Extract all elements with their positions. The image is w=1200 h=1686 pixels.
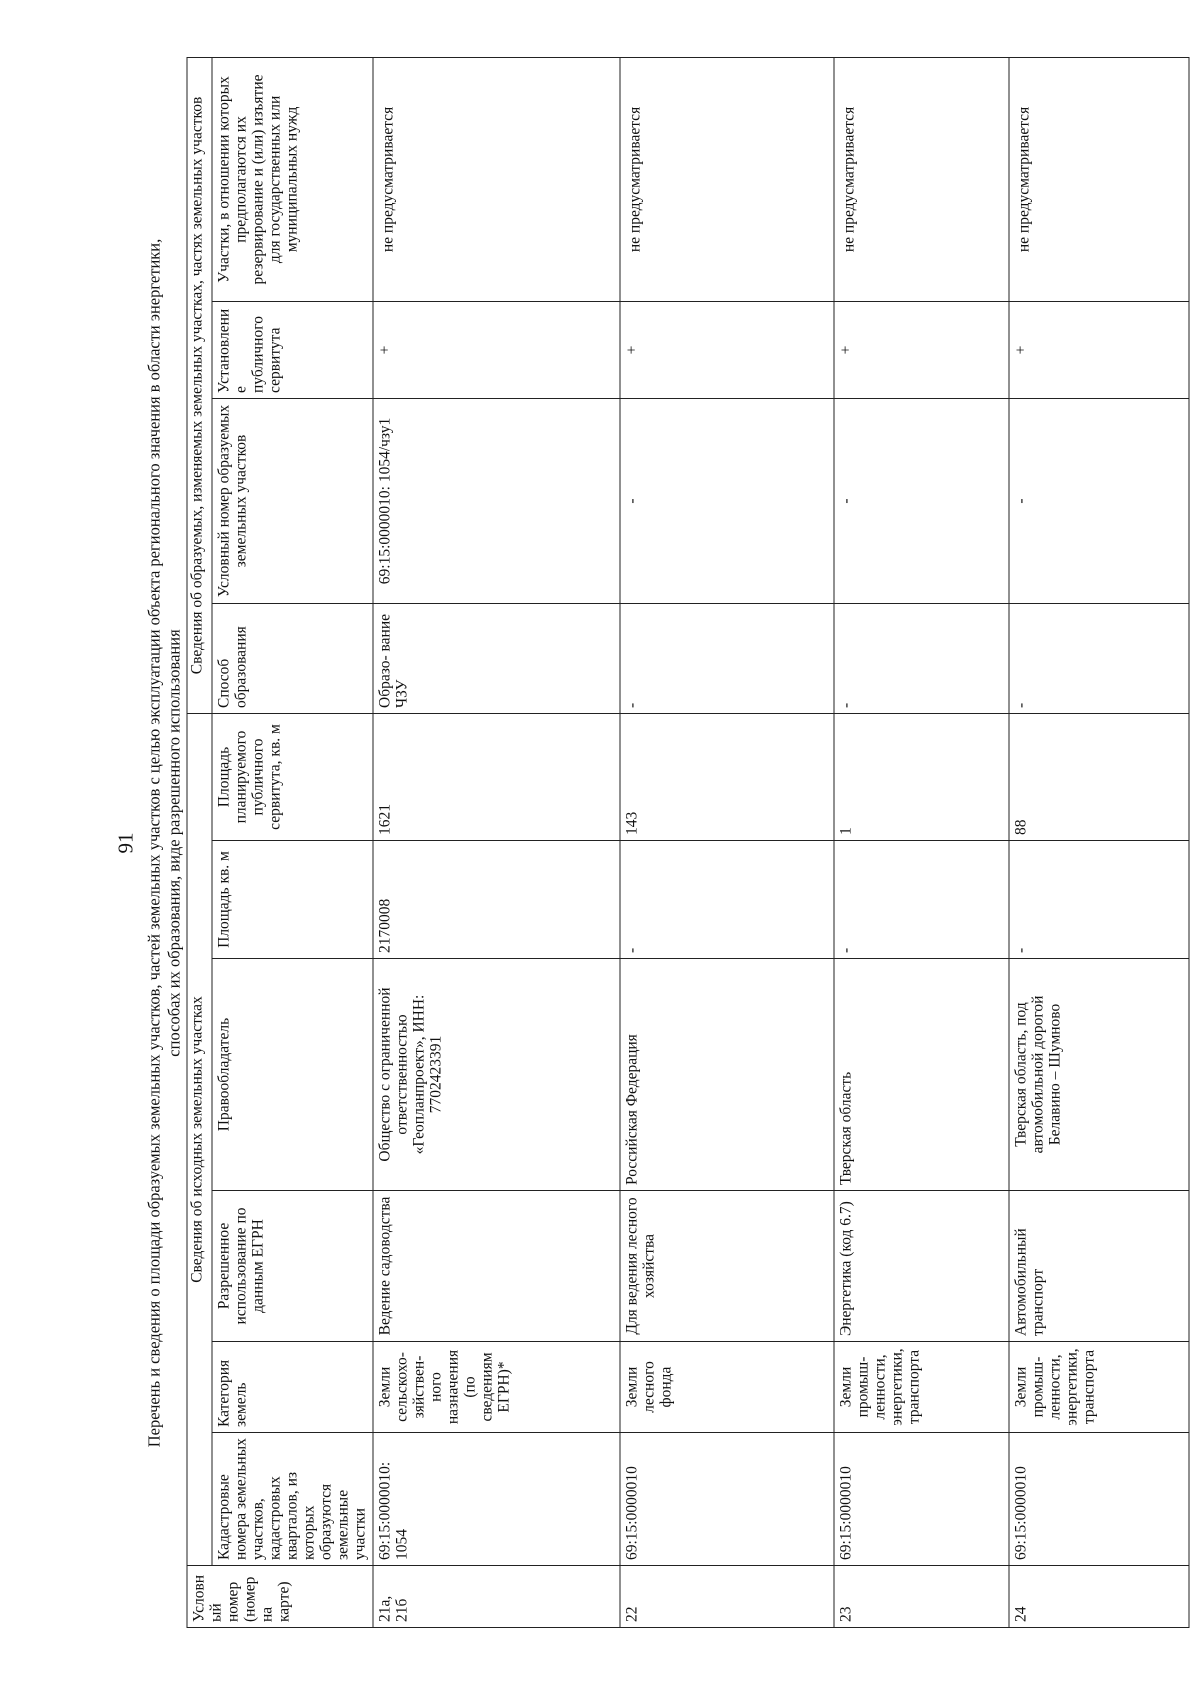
table-row (834, 57, 1009, 1627)
cell-owner: Российская Федерация (620, 959, 834, 1191)
cell-category: Земли промыш- ленности, энергетики, транспорта (1009, 1342, 1189, 1433)
header-owner: Правообладатель (212, 959, 373, 1191)
cell-formed-num: 69:15:0000010: 1054/чзу1 (373, 398, 620, 603)
cell-reserved: не предусматривается (1009, 57, 1189, 301)
cell-formed-num: - (620, 398, 834, 603)
cell-cadastral: 69:15:0000010 (834, 1433, 1009, 1566)
cell-reserved: не предусматривается (834, 57, 1009, 301)
header-formed-conditional-number: Условный номер образуемых земельных участков (212, 398, 373, 603)
cell-area: - (1009, 841, 1189, 959)
cell-owner: Тверская область (834, 959, 1009, 1191)
cell-num: 22 (620, 1566, 834, 1628)
cell-method: - (620, 603, 834, 713)
header-public-easement: Установление публичного сервитута (212, 301, 373, 398)
header-group-source: Сведения об исходных земельных участках (187, 713, 212, 1565)
cell-num: 24 (1009, 1566, 1189, 1628)
header-permitted-use: Разрешенное использование по данным ЕГРН (212, 1191, 373, 1342)
cell-use: Автомобильный транспорт (1009, 1191, 1189, 1342)
cell-category: Земли сельскохо- зяйствен- ного назначения (по сведениям ЕГРН)* (373, 1342, 620, 1433)
cell-formed-num: - (1009, 398, 1189, 603)
cell-area: - (834, 841, 1009, 959)
cell-easement-area: 88 (1009, 713, 1189, 840)
cell-use: Ведение садоводства (373, 1191, 620, 1342)
cell-cadastral: 69:15:0000010: 1054 (373, 1433, 620, 1566)
cell-owner: Тверская область, под автомобильной дорогой Белавино – Шумново (1009, 959, 1189, 1191)
cell-method: Образо- вание ЧЗУ (373, 603, 620, 713)
cell-formed-num: - (834, 398, 1009, 603)
cell-easement-area: 143 (620, 713, 834, 840)
cell-cadastral: 69:15:0000010 (620, 1433, 834, 1566)
cell-method: - (1009, 603, 1189, 713)
cell-easement-area: 1621 (373, 713, 620, 840)
cell-use: Для ведения лесного хозяйства (620, 1191, 834, 1342)
document-sheet (145, 58, 1190, 1628)
cell-category: Земли промыш- ленности, энергетики, транспорта (834, 1342, 1009, 1433)
cell-reserved: не предусматривается (373, 57, 620, 301)
cell-public-easement: + (1009, 301, 1189, 398)
cell-public-easement: + (373, 301, 620, 398)
cell-reserved: не предусматривается (620, 57, 834, 301)
table-row (620, 57, 834, 1627)
caption-line-2: способах их образования, виде разрешенного использования (164, 629, 184, 1057)
land-plots-table (187, 57, 1190, 1628)
cell-public-easement: + (620, 301, 834, 398)
page-number: 91 (113, 832, 138, 854)
cell-use: Энергетика (код 6.7) (834, 1191, 1009, 1342)
table-caption (145, 58, 187, 1628)
cell-category: Земли лесного фонда (620, 1342, 834, 1433)
header-planned-easement-area: Площадь планируемого публичного сервитута, кв. м (212, 713, 373, 840)
cell-method: - (834, 603, 1009, 713)
cell-cadastral: 69:15:0000010 (1009, 1433, 1189, 1566)
header-cadastral-numbers: Кадастровые номера земельных участков, кадастровых кварталов, из которых образуются земельные участки (212, 1433, 373, 1566)
cell-num: 21а, 21б (373, 1566, 620, 1628)
caption-line-1: Перечень и сведения о площади образуемых земельных участков, частей земельных участков с целью эксплуатации объекта регионального значения в области энергетики, (144, 238, 164, 1448)
table-row (373, 57, 620, 1627)
header-reserved-plots: Участки, в отношении которых предполагаются их резервирование и (или) изъятие для государственных или муниципальных нужд (212, 57, 373, 301)
header-group-formed: Сведения об образуемых, изменяемых земельных участках, частях земельных участков (187, 57, 212, 713)
cell-public-easement: + (834, 301, 1009, 398)
header-conditional-number: Условный номер (номер на карте) (187, 1566, 373, 1628)
cell-easement-area: 1 (834, 713, 1009, 840)
cell-num: 23 (834, 1566, 1009, 1628)
header-land-category: Категория земель (212, 1342, 373, 1433)
cell-area: 2170008 (373, 841, 620, 959)
table-row (1009, 57, 1189, 1627)
cell-owner: Общество с ограниченной ответственностью «Геопланпроект», ИНН: 7702423391 (373, 959, 620, 1191)
cell-area: - (620, 841, 834, 959)
header-formation-method: Способ образования (212, 603, 373, 713)
header-area: Площадь кв. м (212, 841, 373, 959)
